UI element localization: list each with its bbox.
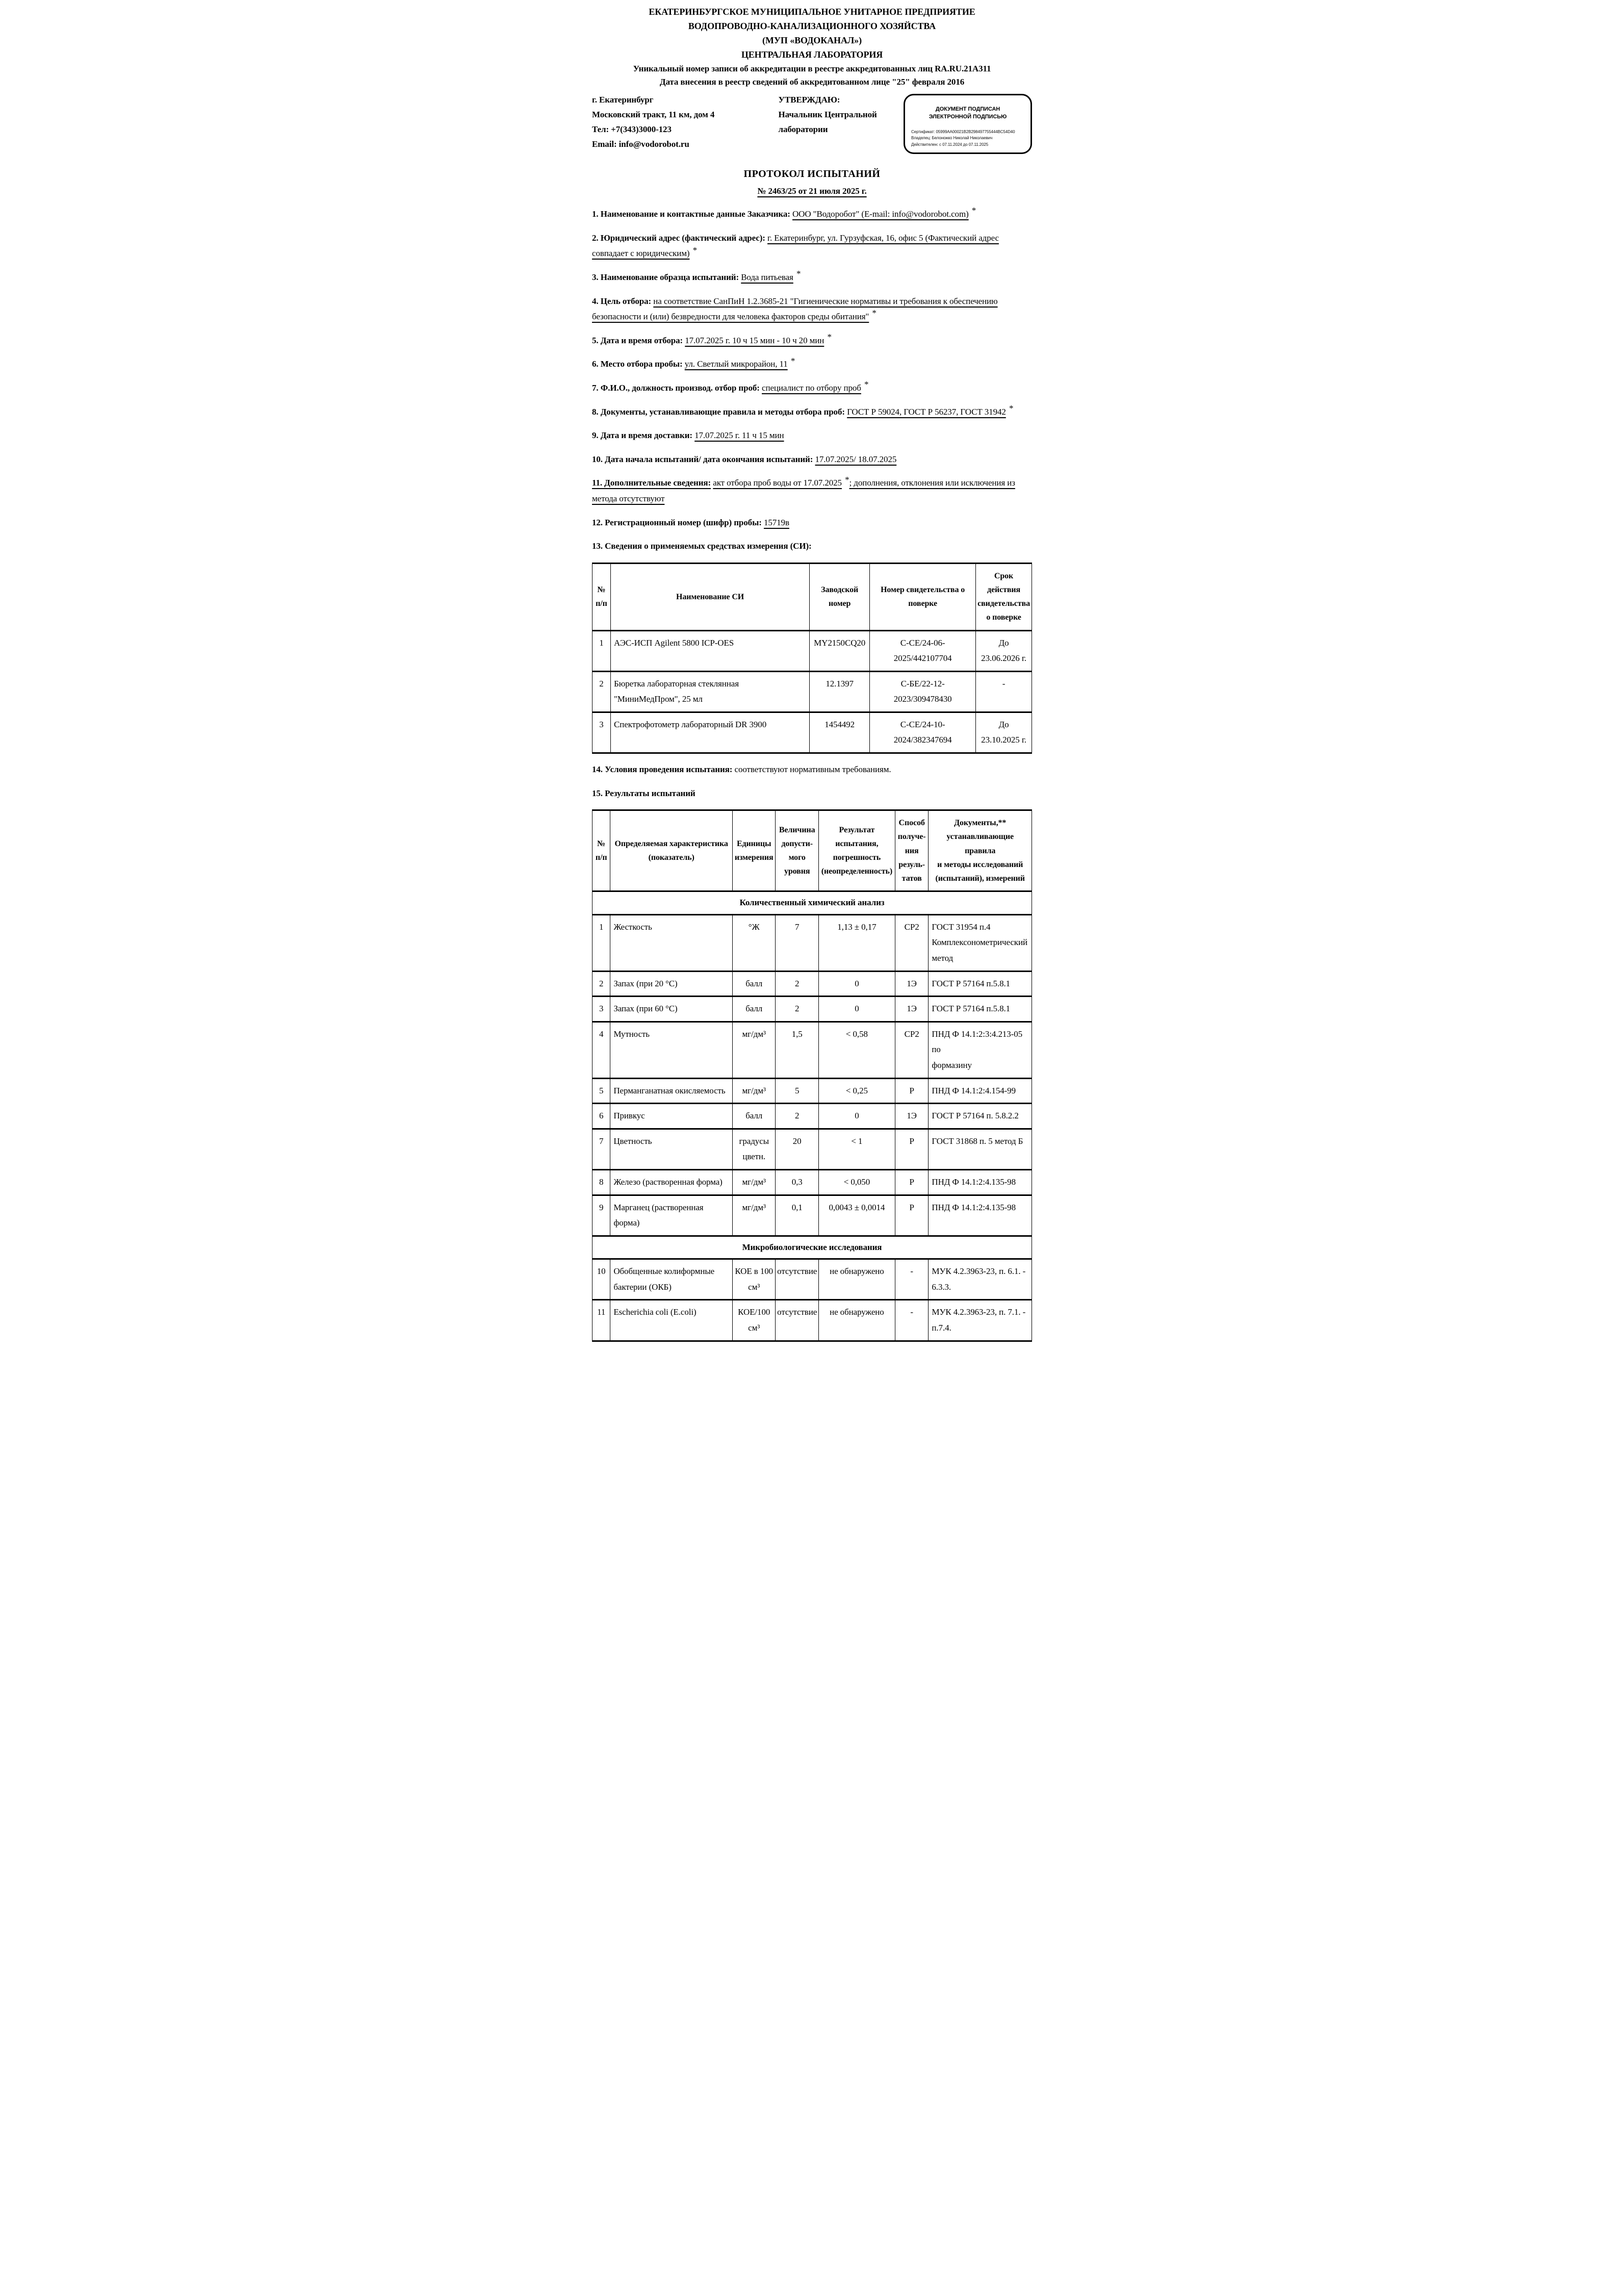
cell-allowed-level: 0,1	[776, 1195, 818, 1236]
protocol-item-7	[592, 380, 1032, 396]
cell-row-number: 11	[592, 1300, 610, 1341]
measuring-instruments-table	[592, 563, 1032, 754]
cell-test-result: 0	[818, 1104, 895, 1129]
results-column-header: № п/п	[592, 810, 610, 891]
contact-email: Email: info@vodorobot.ru	[592, 139, 689, 149]
cell-result-method: -	[895, 1300, 929, 1341]
cell-result-method: 1Э	[895, 971, 929, 997]
item-value: 17.07.2025 г. 10 ч 15 мин - 10 ч 20 мин	[685, 335, 825, 345]
results-table-row	[592, 1195, 1032, 1236]
cell-method-documents: ПНД Ф 14.1:2:3:4.213-05 по формазину	[929, 1022, 1032, 1078]
si-table-head	[592, 563, 1032, 630]
cell-method-documents: ГОСТ 31954 п.4 Комплексонометрический метод	[929, 914, 1032, 971]
si-column-header: Срок действия свидетельства о поверке	[976, 563, 1032, 630]
lab-contact-block	[592, 93, 760, 154]
item-value: соответствуют нормативным требованиям.	[734, 764, 891, 775]
si-table-row	[592, 630, 1032, 671]
cell-characteristic: Обобщенные колиформные бактерии (ОКБ)	[610, 1259, 733, 1300]
protocol-item-6	[592, 356, 1032, 372]
results-table-row	[592, 997, 1032, 1022]
cell-allowed-level: 5	[776, 1078, 818, 1104]
results-column-header: Единицы измерения	[732, 810, 775, 891]
footnote-asterisk: *	[790, 355, 795, 366]
cell-instrument-name: Спектрофотометр лабораторный DR 3900	[610, 712, 809, 753]
cell-certificate-number: С-СЕ/24-06-2025/442107704	[870, 630, 976, 671]
si-column-header: Заводской номер	[810, 563, 870, 630]
item-value: г. Екатеринбург, ул. Гурзуфская, 16, офис 5 (Фактический адрес совпадает с юридическим)	[592, 233, 999, 259]
protocol-document	[541, 0, 1082, 1377]
cell-result-method: Р	[895, 1169, 929, 1195]
cell-test-result: не обнаружено	[818, 1300, 895, 1341]
cell-test-result: 0	[818, 971, 895, 997]
org-name-line-1: ЕКАТЕРИНБУРГСКОЕ МУНИЦИПАЛЬНОЕ УНИТАРНОЕ ПРЕДПРИЯТИЕ	[649, 7, 975, 17]
cell-instrument-name: Бюретка лабораторная стеклянная "МиниМедПром", 25 мл	[610, 671, 809, 712]
cell-result-method: Р	[895, 1129, 929, 1169]
results-column-header: Способ получе- ния резуль- татов	[895, 810, 929, 891]
cell-characteristic: Железо (растворенная форма)	[610, 1169, 733, 1195]
cell-row-number: 2	[592, 971, 610, 997]
cell-method-documents: ГОСТ Р 57164 п. 5.8.2.2	[929, 1104, 1032, 1129]
cell-serial-number: 1454492	[810, 712, 870, 753]
stamp-title	[911, 106, 1024, 121]
results-table-row	[592, 1169, 1032, 1195]
cell-result-method: Р	[895, 1195, 929, 1236]
item-value: ГОСТ Р 59024, ГОСТ Р 56237, ГОСТ 31942	[847, 406, 1006, 417]
cell-test-result: 0,0043 ± 0,0014	[818, 1195, 895, 1236]
cell-row-number: 9	[592, 1195, 610, 1236]
cell-row-number: 6	[592, 1104, 610, 1129]
cell-characteristic: Запах (при 20 °С)	[610, 971, 733, 997]
cell-allowed-level: отсутствие	[776, 1300, 818, 1341]
cell-instrument-name: АЭС-ИСП Agilent 5800 ICP-OES	[610, 630, 809, 671]
approve-line-3: лаборатории	[778, 124, 828, 135]
cell-result-method: 1Э	[895, 997, 929, 1022]
cell-result-method: 1Э	[895, 1104, 929, 1129]
item-value: 17.07.2025/ 18.07.2025	[815, 454, 897, 464]
protocol-item-3	[592, 270, 1032, 286]
item-label: 11. Дополнительные сведения:	[592, 478, 711, 488]
si-column-header: Номер свидетельства о поверке	[870, 563, 976, 630]
protocol-item-8	[592, 404, 1032, 420]
protocol-item-5	[592, 333, 1032, 349]
protocol-item-14	[592, 762, 1032, 778]
item-label: 6. Место отбора пробы:	[592, 359, 683, 369]
results-column-header: Документы,** устанавливающие правила и методы исследований (испытаний), измерений	[929, 810, 1032, 891]
results-table-row	[592, 1104, 1032, 1129]
approve-line-1: УТВЕРЖДАЮ:	[778, 95, 840, 105]
results-table-row	[592, 1300, 1032, 1341]
contact-phone: Тел: +7(343)3000-123	[592, 124, 672, 135]
cell-row-number: 5	[592, 1078, 610, 1104]
cell-characteristic: Привкус	[610, 1104, 733, 1129]
cell-method-documents: ПНД Ф 14.1:2:4.154-99	[929, 1078, 1032, 1104]
results-header-row	[592, 810, 1032, 891]
protocol-item-1	[592, 207, 1032, 222]
protocol-number: № 2463/25 от 21 июля 2025 г.	[757, 186, 867, 196]
cell-characteristic: Запах (при 60 °С)	[610, 997, 733, 1022]
protocol-item-9	[592, 428, 1032, 444]
approve-line-2: Начальник Центральной	[778, 110, 877, 120]
cell-validity-term: -	[976, 671, 1032, 712]
cell-test-result: 0	[818, 997, 895, 1022]
results-table-row	[592, 1078, 1032, 1104]
cell-characteristic: Перманганатная окисляемость	[610, 1078, 733, 1104]
cell-allowed-level: 2	[776, 1104, 818, 1129]
item-value: Вода питьевая	[741, 272, 793, 283]
cell-result-method: СР2	[895, 1022, 929, 1078]
section-header-row	[592, 1236, 1032, 1259]
cell-row-number: 1	[592, 630, 611, 671]
cell-units: мг/дм³	[732, 1078, 775, 1104]
cell-test-result: не обнаружено	[818, 1259, 895, 1300]
cell-units: мг/дм³	[732, 1022, 775, 1078]
item-label: 14. Условия проведения испытания:	[592, 764, 733, 775]
item-label: 3. Наименование образца испытаний:	[592, 272, 739, 283]
cell-allowed-level: 2	[776, 971, 818, 997]
si-header-row	[592, 563, 1032, 630]
cell-method-documents: ГОСТ 31868 п. 5 метод Б	[929, 1129, 1032, 1169]
item-label: 1. Наименование и контактные данные Заказчика:	[592, 209, 790, 219]
cell-characteristic: Марганец (растворенная форма)	[610, 1195, 733, 1236]
accreditation-date: Дата внесения в реестр сведений об аккредитованном лице "25" февраля 2016	[659, 76, 965, 87]
cell-allowed-level: 2	[776, 997, 818, 1022]
item-label: 2. Юридический адрес (фактический адрес):	[592, 233, 765, 243]
item-label: 4. Цель отбора:	[592, 296, 652, 306]
si-table-body	[592, 630, 1032, 753]
cell-test-result: 1,13 ± 0,17	[818, 914, 895, 971]
org-name-line-3: (МУП «ВОДОКАНАЛ»)	[762, 35, 862, 45]
cell-allowed-level: отсутствие	[776, 1259, 818, 1300]
cell-characteristic: Жесткость	[610, 914, 733, 971]
title-block	[592, 168, 1032, 196]
cell-characteristic: Мутность	[610, 1022, 733, 1078]
item-value: акт отбора проб воды от 17.07.2025	[713, 478, 842, 488]
cell-test-result: < 1	[818, 1129, 895, 1169]
cell-certificate-number: С-БЕ/22-12-2023/309478430	[870, 671, 976, 712]
cell-test-result: < 0,58	[818, 1022, 895, 1078]
cell-units: °Ж	[732, 914, 775, 971]
item-label: 7. Ф.И.О., должность производ. отбор проб:	[592, 383, 760, 393]
results-column-header: Определяемая характеристика (показатель)	[610, 810, 733, 891]
results-table-body	[592, 891, 1032, 1341]
approve-block	[779, 93, 886, 154]
cell-units: КОЕ/100 см³	[732, 1300, 775, 1341]
stamp-certificate: Сертификат: 05999AA00021B2B298497755444BC54D40	[911, 130, 1015, 135]
item-value: 15719в	[763, 517, 789, 527]
results-table-row	[592, 1259, 1032, 1300]
section-title: Микробиологические исследования	[592, 1236, 1032, 1259]
item-value: ООО "Водоробот" (E-mail: info@vodorobot.com)	[792, 209, 969, 219]
cell-units: КОЕ в 100 см³	[732, 1259, 775, 1300]
cell-allowed-level: 1,5	[776, 1022, 818, 1078]
item-label: 10. Дата начала испытаний/ дата окончания испытаний:	[592, 454, 813, 464]
cell-row-number: 1	[592, 914, 610, 971]
protocol-item-12	[592, 515, 1032, 531]
cell-validity-term: До 23.06.2026 г.	[976, 630, 1032, 671]
accreditation-number: Уникальный номер записи об аккредитации в реестре аккредитованных лиц RA.RU.21А311	[633, 63, 991, 73]
protocol-item-10	[592, 452, 1032, 468]
cell-method-documents: ГОСТ Р 57164 п.5.8.1	[929, 997, 1032, 1022]
cell-result-method: СР2	[895, 914, 929, 971]
item-value: на соответствие СанПиН 1.2.3685-21 "Гигиенические нормативы и требования к обеспечению безопасности и (или) безвредности для человека факторов среды обитания"	[592, 296, 998, 322]
cell-serial-number: 12.1397	[810, 671, 870, 712]
cell-result-method: Р	[895, 1078, 929, 1104]
item-label: 12. Регистрационный номер (шифр) пробы:	[592, 517, 762, 527]
cell-method-documents: ГОСТ Р 57164 п.5.8.1	[929, 971, 1032, 997]
cell-serial-number: MY2150CQ20	[810, 630, 870, 671]
cell-row-number: 10	[592, 1259, 610, 1300]
item-label: 5. Дата и время отбора:	[592, 335, 683, 345]
results-column-header: Результат испытания, погрешность (неопределенность)	[818, 810, 895, 891]
si-column-header: Наименование СИ	[610, 563, 809, 630]
cell-certificate-number: С-СЕ/24-10-2024/382347694	[870, 712, 976, 753]
item-value: 17.07.2025 г. 11 ч 15 мин	[694, 430, 784, 441]
stamp-details	[911, 129, 1024, 148]
cell-characteristic: Escherichia coli (E.coli)	[610, 1300, 733, 1341]
item-value: специалист по отбору проб	[762, 383, 861, 393]
section-title: Количественный химический анализ	[592, 891, 1032, 915]
cell-units: мг/дм³	[732, 1195, 775, 1236]
protocol-item-2	[592, 231, 1032, 262]
item-label: 9. Дата и время доставки:	[592, 430, 692, 441]
cell-allowed-level: 0,3	[776, 1169, 818, 1195]
approve-row	[592, 93, 1032, 154]
results-table-row	[592, 971, 1032, 997]
cell-units: мг/дм³	[732, 1169, 775, 1195]
cell-method-documents: МУК 4.2.3963-23, п. 6.1. - 6.3.3.	[929, 1259, 1032, 1300]
cell-units: балл	[732, 997, 775, 1022]
cell-method-documents: МУК 4.2.3963-23, п. 7.1. - п.7.4.	[929, 1300, 1032, 1341]
footnote-asterisk: *	[692, 245, 697, 255]
protocol-item-15: 15. Результаты испытаний	[592, 788, 695, 798]
footnote-asterisk: *	[971, 206, 976, 216]
footnote-asterisk: *	[1009, 403, 1014, 413]
cell-method-documents: ПНД Ф 14.1:2:4.135-98	[929, 1195, 1032, 1236]
item-label: 8. Документы, устанавливающие правила и методы отбора проб:	[592, 406, 845, 417]
document-header	[592, 5, 1032, 89]
org-name-line-4: ЦЕНТРАЛЬНАЯ ЛАБОРАТОРИЯ	[741, 49, 883, 60]
footnote-asterisk: *	[872, 308, 877, 318]
cell-units: градусы цветн.	[732, 1129, 775, 1169]
digital-signature-stamp	[904, 94, 1032, 154]
si-column-header: № п/п	[592, 563, 611, 630]
cell-row-number: 3	[592, 997, 610, 1022]
cell-validity-term: До 23.10.2025 г.	[976, 712, 1032, 753]
cell-method-documents: ПНД Ф 14.1:2:4.135-98	[929, 1169, 1032, 1195]
protocol-items-list	[592, 207, 1032, 530]
footnote-asterisk: *	[864, 379, 869, 390]
si-table-row	[592, 712, 1032, 753]
cell-test-result: < 0,25	[818, 1078, 895, 1104]
stamp-validity: Действителен: с 07.11.2024 до 07.11.2025	[911, 142, 989, 147]
item-value: ул. Светлый микрорайон, 11	[684, 359, 788, 369]
cell-characteristic: Цветность	[610, 1129, 733, 1169]
results-column-header: Величина допусти- мого уровня	[776, 810, 818, 891]
protocol-item-4	[592, 294, 1032, 325]
results-table-head	[592, 810, 1032, 891]
item-value-continued: ; дополнения, отклонения или исключения из метода отсутствуют	[592, 478, 1015, 503]
cell-allowed-level: 7	[776, 914, 818, 971]
stamp-title-line-2: ЭЛЕКТРОННОЙ ПОДПИСЬЮ	[929, 114, 1007, 120]
results-table-row	[592, 1022, 1032, 1078]
cell-row-number: 7	[592, 1129, 610, 1169]
cell-test-result: < 0,050	[818, 1169, 895, 1195]
footnote-asterisk: *	[845, 474, 849, 484]
test-results-table	[592, 809, 1032, 1341]
si-table-row	[592, 671, 1032, 712]
contact-address: Московский тракт, 11 км, дом 4	[592, 110, 715, 120]
cell-row-number: 8	[592, 1169, 610, 1195]
results-table-row	[592, 1129, 1032, 1169]
section-header-row	[592, 891, 1032, 915]
cell-row-number: 2	[592, 671, 611, 712]
protocol-item-13: 13. Сведения о применяемых средствах измерения (СИ):	[592, 541, 812, 551]
cell-allowed-level: 20	[776, 1129, 818, 1169]
cell-row-number: 3	[592, 712, 611, 753]
protocol-item-11	[592, 475, 1032, 506]
stamp-title-line-1: ДОКУМЕНТ ПОДПИСАН	[935, 106, 1000, 113]
footnote-asterisk: *	[827, 332, 832, 342]
stamp-owner: Владелец: Белоножко Николай Николаевич	[911, 136, 993, 141]
document-title: ПРОТОКОЛ ИСПЫТАНИЙ	[743, 168, 881, 180]
results-table-row	[592, 914, 1032, 971]
cell-units: балл	[732, 971, 775, 997]
cell-row-number: 4	[592, 1022, 610, 1078]
cell-result-method: -	[895, 1259, 929, 1300]
contact-city: г. Екатеринбург	[592, 95, 654, 105]
cell-units: балл	[732, 1104, 775, 1129]
footnote-asterisk: *	[796, 269, 801, 279]
org-name-line-2: ВОДОПРОВОДНО-КАНАЛИЗАЦИОННОГО ХОЗЯЙСТВА	[688, 20, 936, 31]
